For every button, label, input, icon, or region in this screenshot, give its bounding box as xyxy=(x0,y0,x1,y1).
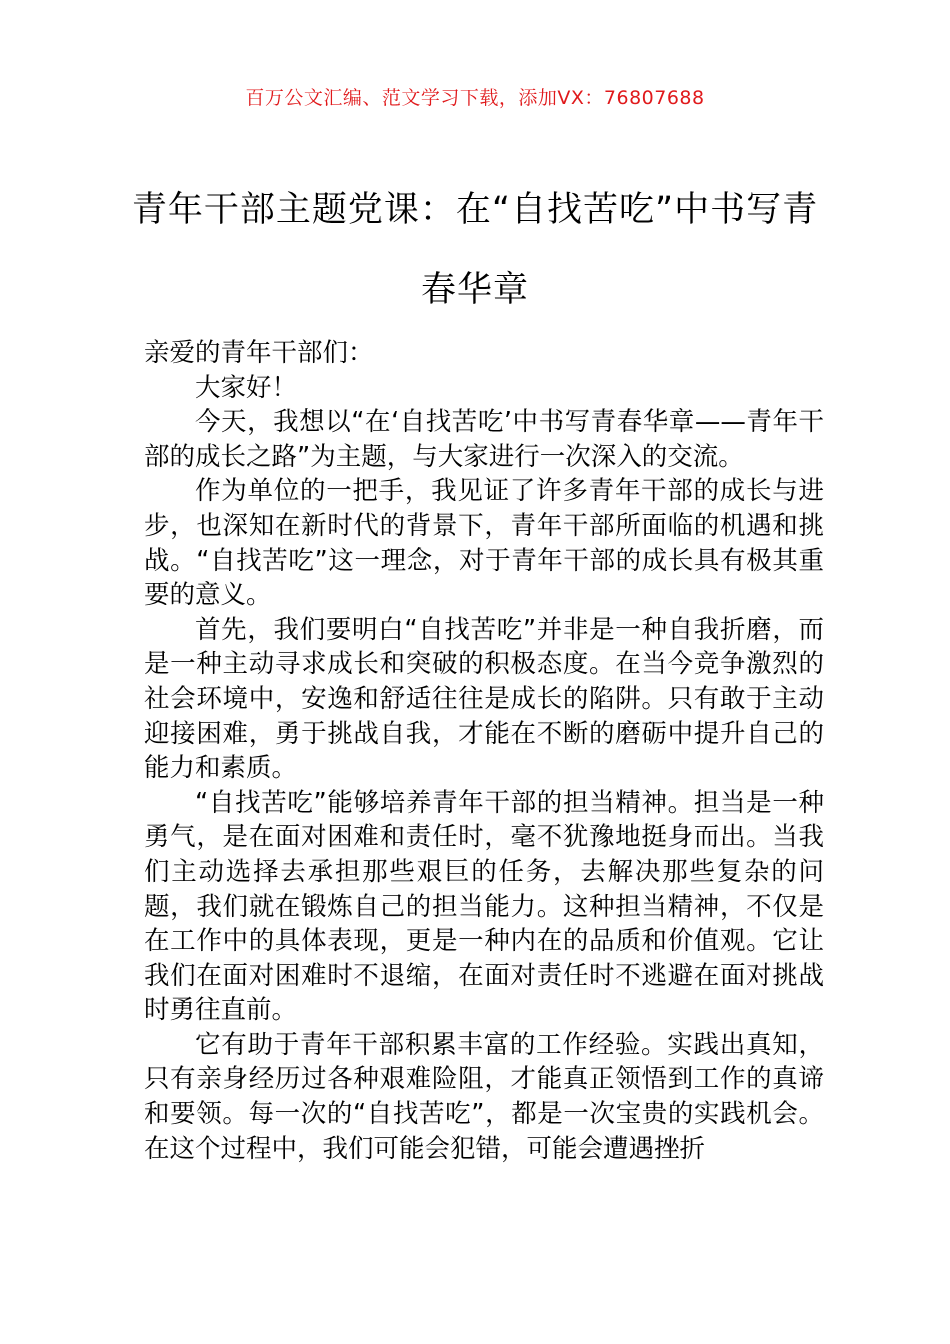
paragraph: 今天，我想以“在‘自找苦吃’中书写青春华章——青年干部的成长之路”为主题，与大家进行一次深入的交流。 xyxy=(144,407,824,472)
paragraph: “自找苦吃”能够培养青年干部的担当精神。担当是一种勇气，是在面对困难和责任时，毫不犹豫地挺身而出。当我们主动选择去承担那些艰巨的任务，去解决那些复杂的问题，我们就在锻炼自己的担当能力。这种担当精神，不仅是在工作中的具体表现，更是一种内在的品质和价值观。它让我们在面对困难时不退缩，在面对责任时不逃避在面对挑战时勇往直前。 xyxy=(144,787,824,1026)
paragraph: 大家好！ xyxy=(195,372,298,403)
paragraph: 作为单位的一把手，我见证了许多青年干部的成长与进步，也深知在新时代的背景下，青年干部所面临的机遇和挑战。“自找苦吃”这一理念，对于青年干部的成长具有极其重要的意义。 xyxy=(144,476,824,611)
paragraph: 它有助于青年干部积累丰富的工作经验。实践出真知，只有亲身经历过各种艰难险阻，才能真正领悟到工作的真谛和要领。每一次的“自找苦吃”，都是一次宝贵的实践机会。在这个过程中，我们可能会犯错，可能会遭遇挫折 xyxy=(144,1029,824,1164)
paragraph: 首先，我们要明白“自找苦吃”并非是一种自我折磨，而是一种主动寻求成长和突破的积极态度。在当今竞争激烈的社会环境中，安逸和舒适往往是成长的陷阱。只有敢于主动迎接困难，勇于挑战自我，才能在不断的磨砺中提升自己的能力和素质。 xyxy=(144,614,824,784)
header-note: 百万公文汇编、范文学习下载，添加VX：76807688 xyxy=(245,87,705,109)
greeting: 亲爱的青年干部们： xyxy=(144,338,374,368)
document-title: 青年干部主题党课：在“自找苦吃”中书写青春华章 xyxy=(131,190,819,310)
document-body xyxy=(144,336,824,1166)
